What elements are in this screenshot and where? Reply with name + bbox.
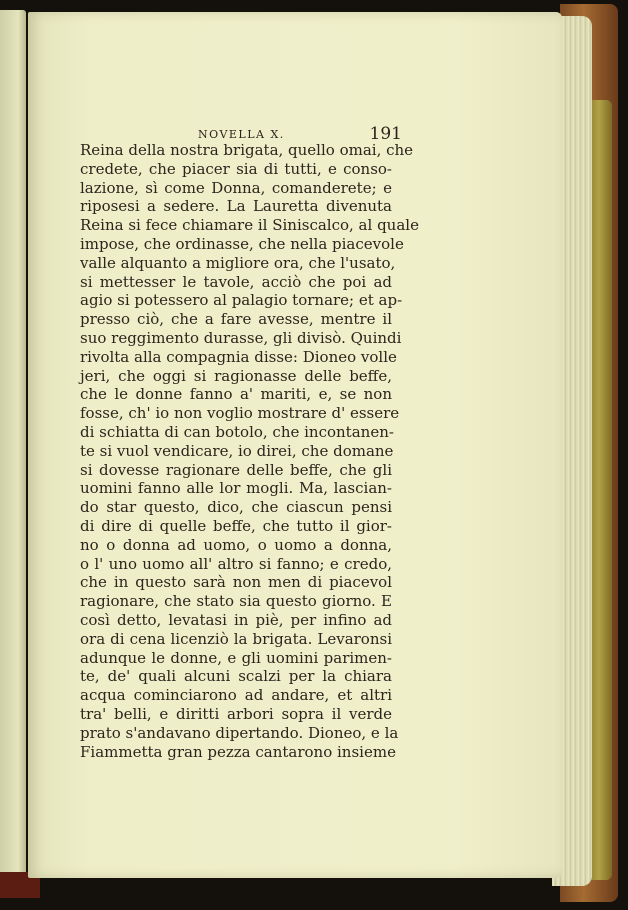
text-line: impose, che ordinasse, che nella piacevole [80,234,404,253]
text-line: così detto, levatasi in piè, per infino ad [80,610,392,629]
text-line: suo reggimento durasse, gli divisò. Quindi [80,328,402,347]
text-line: ragionare, che stato sia questo giorno. E [80,592,392,611]
text-line: riposesi a sedere. La Lauretta divenuta [80,197,392,216]
page-number: 191 [369,124,402,144]
body-text [80,141,419,761]
text-line: presso ciò, che a fare avesse, mentre il [80,310,392,329]
text-line: do star questo, dico, che ciascun pensi [80,498,392,517]
text-line: di schiatta di can botolo, che incontanen- [80,422,394,441]
text-line: no o donna ad uomo, o uomo a donna, [80,535,392,554]
text-line: di dire di quelle beffe, che tutto il gior- [80,516,392,535]
text-line: rivolta alla compagnia disse: Dioneo volle [80,347,397,366]
text-line: valle alquanto a migliore ora, che l'usato, [80,253,396,272]
left-page-edge [0,10,26,876]
text-line: ora di cena licenziò la brigata. Levaronsi [80,629,392,648]
running-head: NOVELLA X. [198,128,285,141]
text-line: Fiammetta gran pezza cantarono insieme [80,742,396,761]
text-line: Reina si fece chiamare il Siniscalco, al quale [80,216,419,235]
text-line: Reina della nostra brigata, quello omai, che [80,141,414,159]
text-line: uomini fanno alle lor mogli. Ma, lascian- [80,479,392,498]
text-line: credete, che piacer sia di tutti, e conso- [80,159,392,178]
text-line: che le donne fanno a' mariti, e, se non [80,385,392,404]
text-line: si dovesse ragionare delle beffe, che gli [80,460,392,479]
text-line: te si vuol vendicare, io direi, che domane [80,441,394,460]
text-line: si mettesser le tavole, acciò che poi ad [80,272,392,291]
text-line: adunque le donne, e gli uomini parimen- [80,648,392,667]
text-line: agio si potessero al palagio tornare; et ap- [80,291,403,310]
text-line: te, de' quali alcuni scalzi per la chiara [80,667,392,686]
text-line: jeri, che oggi si ragionasse delle beffe, [80,366,392,385]
text-line: che in questo sarà non men di piacevol [80,573,392,592]
text-line: prato s'andavano dipertando. Dioneo, e la [80,723,399,742]
text-line: lazione, sì come Donna, comanderete; e [80,178,392,197]
text-line: tra' belli, e diritti arbori sopra il verde [80,704,392,723]
text-line: fosse, ch' io non voglio mostrare d' essere [80,404,400,423]
text-line: acqua cominciarono ad andare, et altri [80,686,392,705]
text-line: o l' uno uomo all' altro si fanno; e credo, [80,554,392,573]
